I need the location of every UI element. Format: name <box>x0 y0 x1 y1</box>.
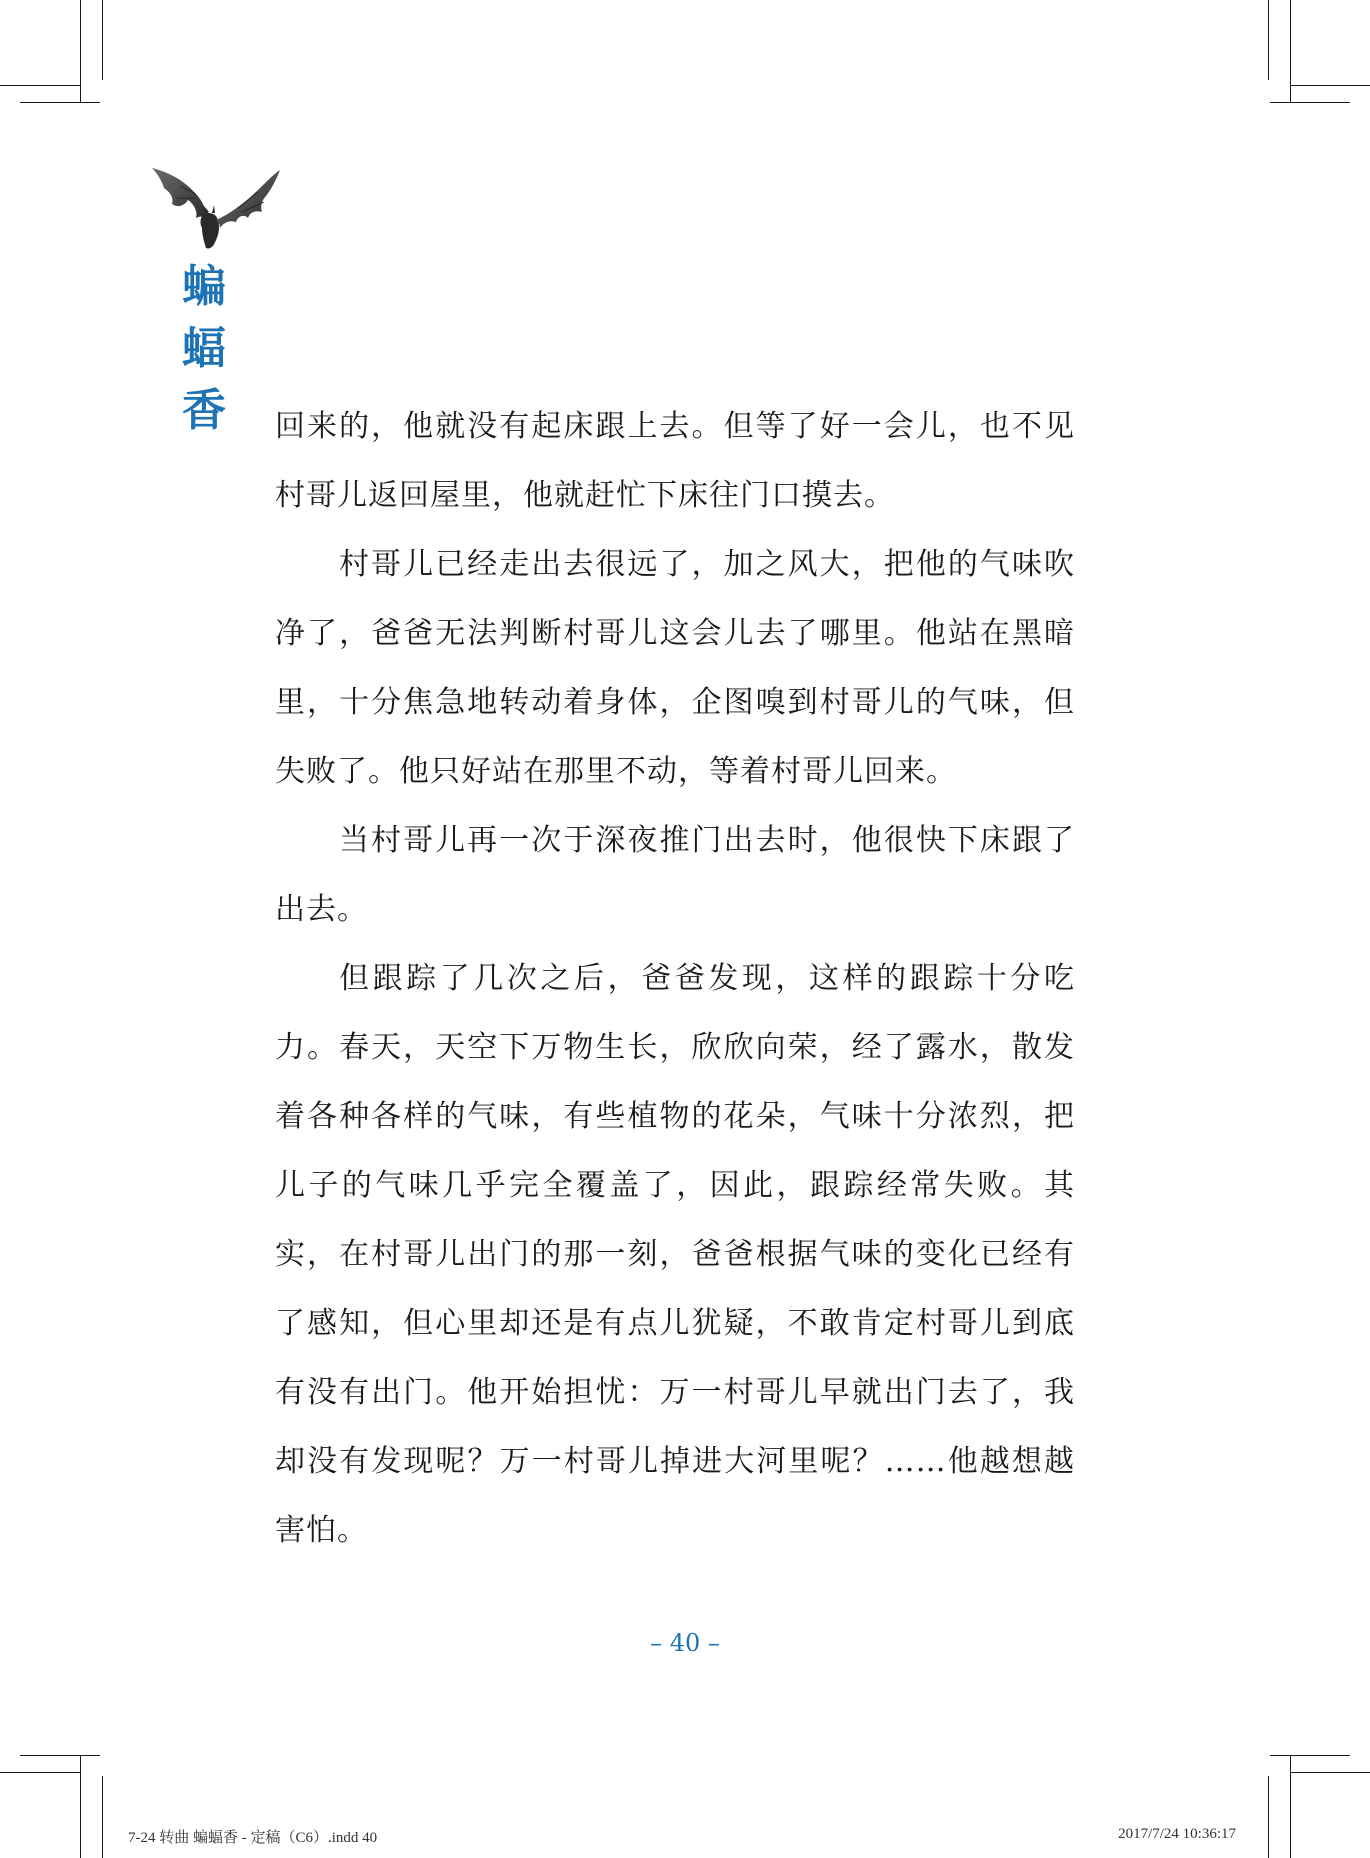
page-number: – 40 – <box>650 1629 720 1657</box>
paragraph: 村哥儿已经走出去很远了，加之风大，把他的气味吹净了，爸爸无法判断村哥儿这会儿去了哪里。他站在黑暗里，十分焦急地转动着身体，企图嗅到村哥儿的气味，但失败了。他只好站在那里不动，等着村哥儿回来。 <box>275 547 1075 789</box>
crop-mark <box>0 1772 80 1773</box>
crop-mark <box>102 1776 103 1858</box>
running-title-char: 蝙 <box>182 261 226 312</box>
crop-mark <box>1290 85 1370 86</box>
crop-mark <box>1268 1776 1269 1858</box>
crop-mark <box>102 0 103 80</box>
paragraph: 但跟踪了几次之后，爸爸发现，这样的跟踪十分吃力。春天，天空下万物生长，欣欣向荣，经了露水，散发着各种各样的气味，有些植物的花朵，气味十分浓烈，把儿子的气味几乎完全覆盖了，因此，跟踪经常失败。其实，在村哥儿出门的那一刻，爸爸根据气味的变化已经有了感知，但心里却还是有点儿犹疑，不敢肯定村哥儿到底有没有出门。他开始担忧：万一村哥儿早就出门去了，我却没有发现呢？万一村哥儿掉进大河里呢？……他越想越害怕。 <box>275 961 1075 1548</box>
crop-mark <box>20 1755 100 1756</box>
crop-mark <box>1270 102 1350 103</box>
paragraph: 回来的，他就没有起床跟上去。但等了好一会儿，也不见村哥儿返回屋里，他就赶忙下床往门口摸去。 <box>275 409 1075 513</box>
slug-filename: 7-24 转曲 蝙蝠香 - 定稿（C6）.indd 40 <box>128 1830 378 1846</box>
bat-icon <box>150 158 282 254</box>
crop-mark <box>1270 1755 1350 1756</box>
crop-mark <box>1268 0 1269 80</box>
paragraph: 当村哥儿再一次于深夜推门出去时，他很快下床跟了出去。 <box>275 823 1075 927</box>
running-title <box>176 256 232 442</box>
crop-mark <box>80 0 81 102</box>
crop-mark <box>1290 0 1291 102</box>
crop-mark <box>0 85 80 86</box>
crop-mark <box>1290 1755 1291 1858</box>
body-text <box>275 392 1075 1565</box>
running-title-char: 香 <box>182 385 226 436</box>
crop-mark <box>20 102 100 103</box>
slug-timestamp: 2017/7/24 10:36:17 <box>1118 1826 1236 1842</box>
crop-mark <box>80 1755 81 1858</box>
running-title-char: 蝠 <box>182 323 226 374</box>
crop-mark <box>1290 1772 1370 1773</box>
